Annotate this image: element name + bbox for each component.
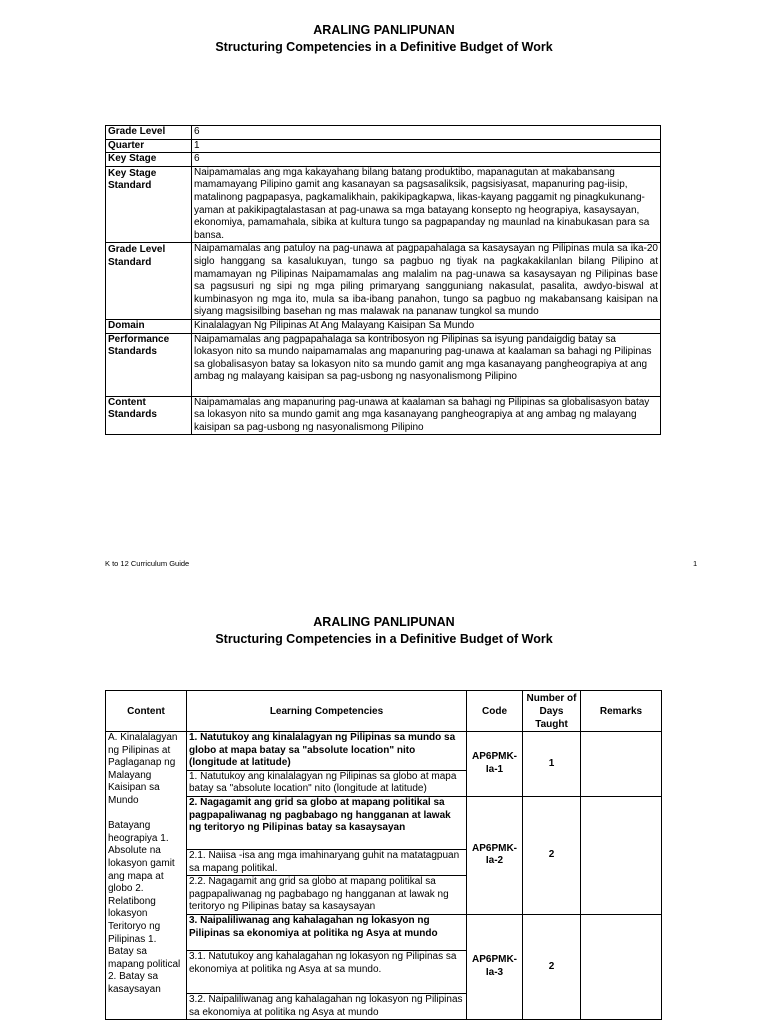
table-row bbox=[106, 732, 662, 771]
competency-item: 3.2. Naipaliliwanag ang kahalagahan ng lokasyon ng Pilipinas sa ekonomiya at politika ng Asya at mundo bbox=[187, 993, 467, 1019]
code-cell: AP6PMK-Ia-2 bbox=[467, 796, 523, 914]
table-row bbox=[106, 796, 662, 849]
table-row bbox=[106, 333, 661, 396]
row-value: 6 bbox=[192, 126, 661, 140]
row-label: Key Stage Standard bbox=[106, 166, 192, 243]
row-value: 1 bbox=[192, 139, 661, 153]
row-label: Grade Level bbox=[106, 126, 192, 140]
days-cell: 2 bbox=[523, 914, 581, 1019]
row-value: Kinalalagyan Ng Pilipinas At Ang Malayang Kaisipan Sa Mundo bbox=[192, 319, 661, 333]
header-content: Content bbox=[106, 691, 187, 732]
table-row bbox=[106, 243, 661, 320]
page2-title: ARALING PANLIPUNAN bbox=[313, 615, 455, 629]
competency-heading: 1. Natutukoy ang kinalalagyan ng Pilipinas sa mundo sa globo at mapa batay sa "absolute location" nito (longitude at latitude) bbox=[187, 732, 467, 771]
table-row bbox=[106, 914, 662, 950]
row-label: Key Stage bbox=[106, 153, 192, 167]
remarks-cell bbox=[581, 796, 662, 914]
row-label: Content Standards bbox=[106, 396, 192, 435]
table-row bbox=[106, 126, 661, 140]
header-code: Code bbox=[467, 691, 523, 732]
table-row bbox=[106, 396, 661, 435]
table-row bbox=[106, 153, 661, 167]
competency-item: 1. Natutukoy ang kinalalagyan ng Pilipinas sa globo at mapa batay sa "absolute location" nito (longitude at latitude) bbox=[187, 770, 467, 796]
row-value: 6 bbox=[192, 153, 661, 167]
table-header-row bbox=[106, 691, 662, 732]
row-label: Quarter bbox=[106, 139, 192, 153]
row-value: Naipamamalas ang mapanuring pag-unawa at kaalaman sa bahagi ng Pilipinas sa globalisasyon batay sa lokasyon nito sa mundo gamit ang mga kasanayang pangheograpiya at ang ambag ng malayang kaisipan sa pag-usbong ng nasyonalismong Pilipino bbox=[192, 396, 661, 435]
code-cell: AP6PMK-Ia-1 bbox=[467, 732, 523, 797]
competency-heading: 3. Naipaliliwanag ang kahalagahan ng lokasyon ng Pilipinas sa ekonomiya at politika ng Asya at mundo bbox=[187, 914, 467, 950]
row-label: Grade Level Standard bbox=[106, 243, 192, 320]
footer-page-number: 1 bbox=[693, 559, 698, 568]
footer-guide: K to 12 Curriculum Guide bbox=[105, 559, 190, 568]
page1-subtitle: Structuring Competencies in a Definitive Budget of Work bbox=[215, 40, 553, 54]
page2-subtitle: Structuring Competencies in a Definitive Budget of Work bbox=[215, 632, 553, 646]
table-row bbox=[106, 139, 661, 153]
competency-item: 2.2. Nagagamit ang grid sa globo at mapang politikal sa pagpapaliwanag ng pagbabago ng hangganan at lawak ng teritoryo ng Pilipinas batay sa kasaysayan bbox=[187, 876, 467, 915]
days-cell: 2 bbox=[523, 796, 581, 914]
header-days: Number of Days Taught bbox=[523, 691, 581, 732]
competencies-table bbox=[105, 690, 662, 1020]
days-cell: 1 bbox=[523, 732, 581, 797]
competency-heading: 2. Nagagamit ang grid sa globo at mapang politikal sa pagpapaliwanag ng pagbabago ng hangganan at lawak ng teritoryo ng Pilipinas batay sa kasaysayan bbox=[187, 796, 467, 849]
row-label: Domain bbox=[106, 319, 192, 333]
remarks-cell bbox=[581, 732, 662, 797]
page1-title: ARALING PANLIPUNAN bbox=[313, 23, 455, 37]
row-value: Naipamamalas ang pagpapahalaga sa kontribosyon ng Pilipinas sa isyung pandaigdig batay sa lokasyon nito sa mundo naipamamalas ang mapanuring pag-unawa at kaalaman sa bahagi ng Pilipinas sa globalisasyon batay sa lokasyon nito sa mundo gamit ang mga kasanayang pangheograpiya at ang ambag ng malayang kaisipan sa pag-usbong ng nasyonalismong Pilipino bbox=[192, 333, 661, 396]
standards-table bbox=[105, 125, 661, 435]
row-label: Performance Standards bbox=[106, 333, 192, 396]
table-row bbox=[106, 166, 661, 243]
header-learning-competencies: Learning Competencies bbox=[187, 691, 467, 732]
row-value: Naipamamalas ang mga kakayahang bilang batang produktibo, mapanagutan at makabansang mamamayang Pilipino gamit ang kasanayan sa pagsasaliksik, pagsisiyasat, mapanuring pag-iisip, matalinong pagpapasya, pagkamalikhain, pakikipagkapwa, likas-kayang paggamit ng pinagkukunang-yaman at pakikipagtalastasan at pag-unawa sa mga batayang konsepto ng heograpiya, kasaysayan, ekonomiya, pamamahala, sibika at kultura tungo sa pagpapanday ng maunlad na kinabukasan para sa bansa. bbox=[192, 166, 661, 243]
header-remarks: Remarks bbox=[581, 691, 662, 732]
table-row bbox=[106, 319, 661, 333]
content-cell: A. Kinalalagyan ng Pilipinas at Paglaganap ng Malayang Kaisipan sa Mundo Batayang heograpiya 1. Absolute na lokasyon gamit ang mapa at globo 2. Relatibong lokasyon Teritoryo ng Pilipinas 1. Batay sa mapang political 2. Batay sa kasaysayan bbox=[106, 732, 187, 1020]
remarks-cell bbox=[581, 914, 662, 1019]
competency-item: 2.1. Naiisa -isa ang mga imahinaryang guhit na matatagpuan sa mapang politikal. bbox=[187, 849, 467, 875]
competency-item: 3.1. Natutukoy ang kahalagahan ng lokasyon ng Pilipinas sa ekonomiya at politika ng Asya at sa mundo. bbox=[187, 950, 467, 993]
code-cell: AP6PMK-Ia-3 bbox=[467, 914, 523, 1019]
row-value: Naipamamalas ang patuloy na pag-unawa at pagpapahalaga sa kasaysayan ng Pilipinas mula sa ika-20 siglo hanggang sa kasalukuyan, tungo sa pagbuo ng tiyak na pagkakakilanlan bilang Pilipino at mamamayan ng Pilipinas Naipamamalas ang malalim na pag-unawa sa kasaysayan ng Pilipinas base sa pagsusuri ng sipi ng mga piling primaryang sangguniang nakasulat, pasalita, awdyo-biswal at kumbinasyon ng mga ito, mula sa iba-ibang panahon, tungo sa pagbuo ng makabansang kaisipan na siyang magsisilbing basehan ng mas malawak na pananaw tungkol sa mundo bbox=[192, 243, 661, 320]
